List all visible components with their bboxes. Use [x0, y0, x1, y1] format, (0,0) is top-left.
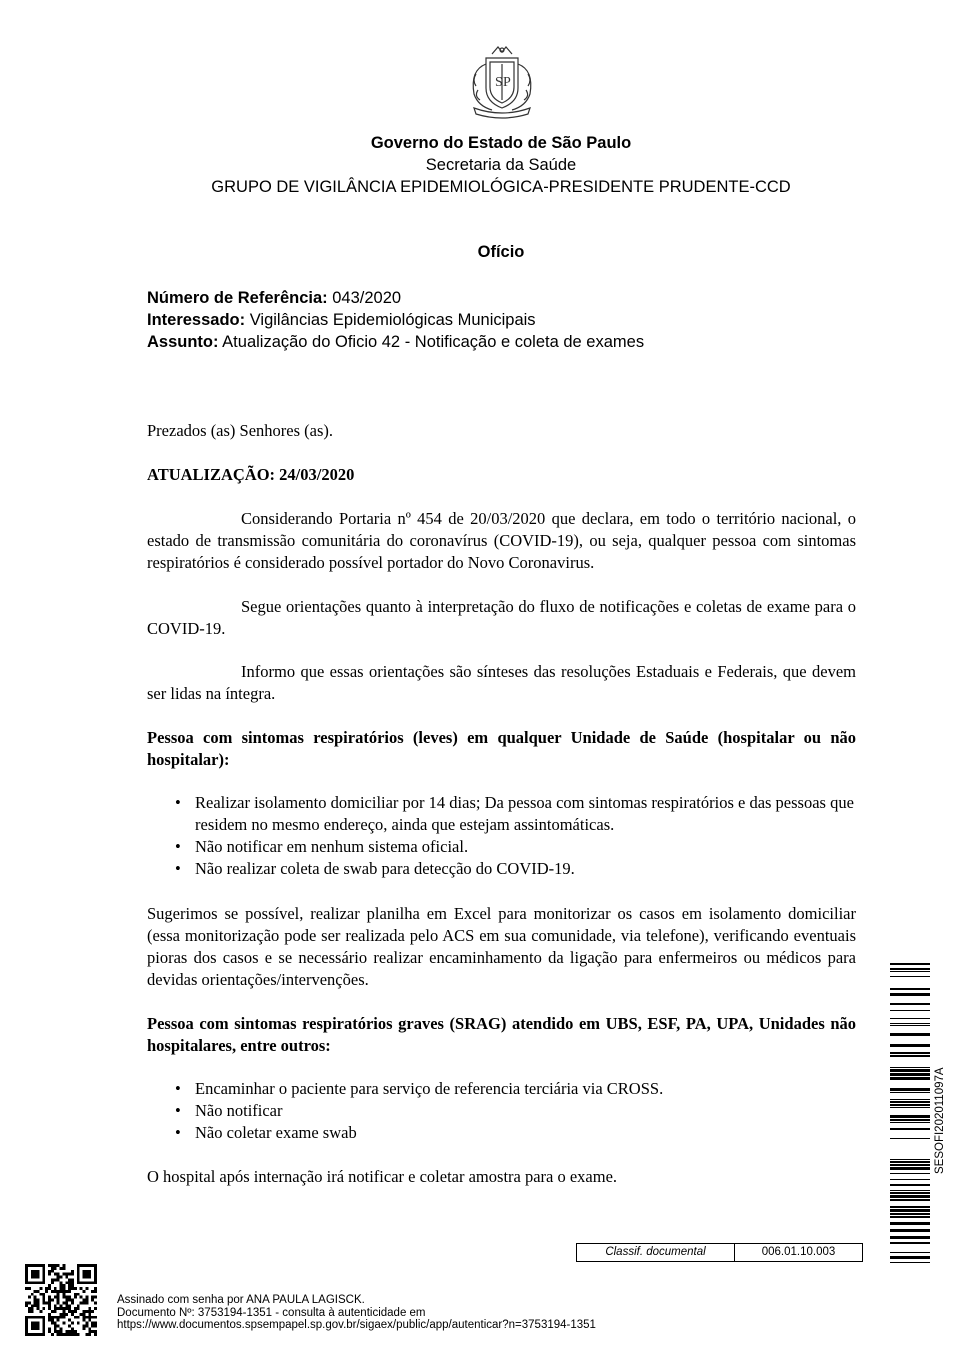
svg-text:S: S: [495, 75, 503, 90]
svg-text:P: P: [503, 75, 511, 90]
classification-label: Classif. documental: [577, 1244, 735, 1261]
signed-by: Assinado com senha por ANA PAULA LAGISCK.: [117, 1294, 365, 1306]
interessado-line: [147, 309, 644, 331]
reference-line: [147, 287, 644, 309]
document-title: Ofício: [477, 243, 525, 261]
reference-value: 043/2020: [327, 289, 402, 307]
document-meta: [147, 287, 644, 353]
update-heading: ATUALIZAÇÃO: 24/03/2020: [147, 465, 355, 484]
authentication-url[interactable]: https://www.documentos.spsempapel.sp.gov.br/sigaex/public/app/autenticar?n=3753194-1351: [117, 1319, 596, 1331]
classification-box: [576, 1243, 863, 1262]
list-item: • Realizar isolamento domiciliar por 14 dias; Da pessoa com sintomas respiratórios e das pessoas que residem no mesmo endereço, ainda que estejam assintomáticas.: [147, 792, 856, 836]
closing-paragraph: O hospital após internação irá notificar e coletar amostra para o exame.: [147, 1167, 618, 1186]
classification-value: 006.01.10.003: [761, 1246, 836, 1258]
header-group: GRUPO DE VIGILÂNCIA EPIDEMIOLÓGICA-PRESIDENTE PRUDENTE-CCD: [211, 178, 791, 196]
paragraph-orientacoes: Segue orientações quanto à interpretação do fluxo de notificações e coletas de exame para o COVID-19.: [147, 597, 856, 638]
reference-label: Número de Referência:: [147, 289, 328, 307]
signature-footer: [117, 1294, 596, 1332]
list-item: • Não notificar: [147, 1100, 856, 1122]
section-leves-heading: Pessoa com sintomas respiratórios (leves) em qualquer Unidade de Saúde (hospitalar ou não hospitalar):: [147, 728, 856, 769]
paragraph-planilha: Sugerimos se possível, realizar planilha em Excel para monitorizar os casos em isolamento domiciliar (essa monitorização pode ser realizada pelo ACS em sua comunidade, via telefone), verificando eventuais pioras dos casos e se necessário realizar encaminhamento da ligação para enfermeiros ou médicos para devidas orientações/intervenções.: [147, 904, 856, 989]
list-item: • Não realizar coleta de swab para detecção do COVID-19.: [147, 858, 856, 880]
document-number: Documento Nº: 3753194-1351 - consulta à autenticidade em: [117, 1306, 426, 1319]
list-item: • Não coletar exame swab: [147, 1122, 856, 1144]
greeting: Prezados (as) Senhores (as).: [147, 421, 334, 440]
section-srag-list: [147, 1078, 856, 1144]
side-document-id: SESOFI202011097A: [934, 1067, 946, 1174]
header-secretariat: Secretaria da Saúde: [425, 156, 577, 174]
interessado-label: Interessado:: [147, 311, 246, 329]
interessado-value: Vigilâncias Epidemiológicas Municipais: [245, 311, 536, 329]
assunto-line: [147, 331, 644, 353]
list-item: • Encaminhar o paciente para serviço de referencia terciária via CROSS.: [147, 1078, 856, 1100]
header-government: Governo do Estado de São Paulo: [370, 134, 632, 152]
list-item: • Não notificar em nenhum sistema oficial.: [147, 836, 856, 858]
barcode-icon: [890, 963, 930, 1263]
qr-code-icon: [25, 1264, 97, 1336]
coat-of-arms-seal: [462, 44, 542, 120]
paragraph-portaria: Considerando Portaria nº 454 de 20/03/2020 que declara, em todo o território nacional, o estado de transmissão comunitária do coronavírus (COVID-19), ou seja, qualquer pessoa com sintomas respiratórios é considerado possível portador do Novo Coronavirus.: [147, 509, 856, 572]
section-srag-heading: Pessoa com sintomas respiratórios graves (SRAG) atendido em UBS, ESF, PA, UPA, Unidades não hospitalares, entre outros:: [147, 1014, 856, 1055]
assunto-label: Assunto:: [147, 333, 219, 351]
assunto-value: Atualização do Oficio 42 - Notificação e coleta de exames: [218, 333, 645, 351]
paragraph-sinteses: Informo que essas orientações são sínteses das resoluções Estaduais e Federais, que devem ser lidas na íntegra.: [147, 662, 856, 703]
section-leves-list: [147, 792, 856, 880]
